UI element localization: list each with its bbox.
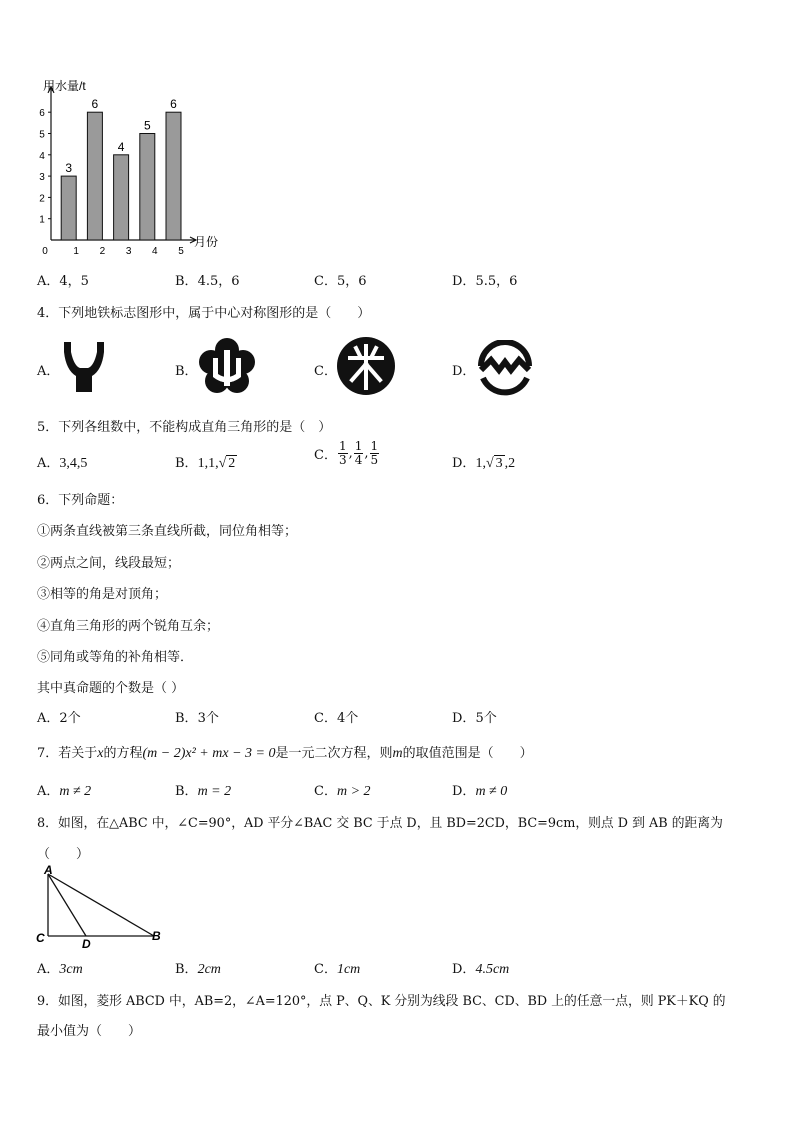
- x-tick-label: 1: [73, 246, 79, 257]
- bar: [87, 112, 102, 240]
- q5-option-c[interactable]: C． $\frac{1}{3}$ , $\frac{1}{4}$ , $\frac{1}{5}$: [314, 439, 379, 467]
- y-tick-label: 5: [39, 129, 45, 141]
- q6-option-c[interactable]: C．4个: [314, 711, 359, 726]
- q3-option-a[interactable]: A．4，5: [37, 274, 89, 289]
- q6-stem: 6．下列命题：: [37, 493, 124, 508]
- water-usage-bar-chart: [30, 78, 230, 260]
- x-tick-label: 3: [125, 246, 132, 257]
- q9-stem-line1: 9．如图，菱形 ABCD 中，AB=2，∠A=120°，点 P、Q、K 分别为线段 BC、CD、BD 上的任意一点，则 PK＋KQ 的: [37, 994, 726, 1009]
- bar: [61, 176, 76, 240]
- fork-logo-icon: [62, 340, 106, 394]
- q6-item-2: ②两点之间，线段最短；: [37, 556, 181, 571]
- q6-item-5: ⑤同角或等角的补角相等．: [37, 650, 194, 665]
- bar-value-label: 6: [91, 97, 99, 112]
- bar: [166, 112, 181, 240]
- q8-option-c[interactable]: C．1cm: [314, 962, 361, 977]
- q4-option-a-letter[interactable]: A．: [37, 364, 60, 379]
- q7-option-b[interactable]: B．m = 2: [175, 784, 232, 799]
- q8-stem-line1: 8．如图，在△ABC 中，∠C=90°，AD 平分∠BAC 交 BC 于点 D，且 BD=2CD，BC=9cm，则点 D 到 AB 的距离为: [37, 816, 723, 831]
- circle-logo-icon: [336, 336, 396, 396]
- y-tick-label: 2: [39, 193, 45, 205]
- q4-option-b-letter[interactable]: B．: [175, 364, 198, 379]
- x-tick-label: 2: [99, 246, 106, 257]
- origin-label: 0: [42, 246, 48, 257]
- y-axis-label: 用水量/t: [43, 78, 86, 93]
- q4-stem: 4．下列地铁标志图形中，属于中心对称图形的是（ ）: [37, 306, 371, 321]
- q7-equation: (m − 2)x² + mx − 3 = 0: [142, 746, 276, 761]
- q3-option-b[interactable]: B．4.5，6: [175, 274, 240, 289]
- q8-label-d: D: [82, 937, 91, 950]
- bar-value-label: 6: [170, 97, 177, 112]
- bar: [114, 155, 129, 240]
- q5-option-d[interactable]: D．1,√ 3 ,2: [452, 456, 516, 471]
- q8-option-b[interactable]: B．2cm: [175, 962, 221, 977]
- q8-stem-line2: （ ）: [37, 847, 90, 862]
- q8-label-c: C: [36, 931, 45, 945]
- bar: [140, 134, 155, 241]
- q8-label-b: B: [152, 929, 161, 943]
- q6-question: 其中真命题的个数是（ ）: [37, 681, 185, 696]
- q6-option-b[interactable]: B．3个: [175, 711, 219, 726]
- bar-value-label: 3: [65, 161, 73, 176]
- bar-value-label: 4: [117, 139, 125, 154]
- x-tick-label: 4: [152, 246, 158, 257]
- q3-option-d[interactable]: D．5.5，6: [452, 274, 518, 289]
- q5-option-a[interactable]: A．3,4,5: [37, 456, 88, 471]
- q6-option-a[interactable]: A．2个: [37, 711, 81, 726]
- q7-option-a[interactable]: A．m ≠ 2: [37, 784, 92, 799]
- plum-flower-logo-icon: [196, 336, 258, 398]
- q6-option-d[interactable]: D．5个: [452, 711, 497, 726]
- q5-option-b[interactable]: B．1,1,√ 2: [175, 456, 236, 471]
- y-tick-label: 1: [39, 214, 45, 226]
- q8-option-d[interactable]: D．4.5cm: [452, 962, 510, 977]
- bar-value-label: 5: [143, 118, 151, 133]
- q5-stem: 5．下列各组数中，不能构成直角三角形的是（ ）: [37, 420, 332, 435]
- q4-option-c-letter[interactable]: C．: [314, 364, 337, 379]
- y-tick-label: 6: [39, 108, 45, 120]
- q6-item-1: ①两条直线被第三条直线所截，同位角相等；: [37, 524, 298, 539]
- q6-item-3: ③相等的角是对顶角；: [37, 587, 168, 602]
- q6-item-4: ④直角三角形的两个锐角互余；: [37, 619, 220, 634]
- q9-stem-line2: 最小值为（ ）: [37, 1024, 142, 1039]
- q4-option-d-letter[interactable]: D．: [452, 364, 476, 379]
- q7-option-c[interactable]: C．m > 2: [314, 784, 371, 799]
- q8-option-a[interactable]: A．3cm: [37, 962, 83, 977]
- q8-triangle-figure: [30, 862, 170, 950]
- q7-stem: 7．若关于x的方程(m − 2)x² + mx − 3 = 0是一元二次方程，则m的取值范围是（ ）: [37, 746, 533, 761]
- x-tick-label: 5: [178, 246, 184, 257]
- x-axis-label: 月份: [194, 235, 219, 249]
- wave-logo-icon: [475, 340, 535, 396]
- y-tick-label: 3: [39, 172, 45, 184]
- q3-option-c[interactable]: C．5，6: [314, 274, 367, 289]
- q7-option-d[interactable]: D．m ≠ 0: [452, 784, 508, 799]
- y-tick-label: 4: [39, 150, 45, 162]
- chart-bars: [61, 112, 181, 240]
- q8-label-a: A: [44, 863, 53, 877]
